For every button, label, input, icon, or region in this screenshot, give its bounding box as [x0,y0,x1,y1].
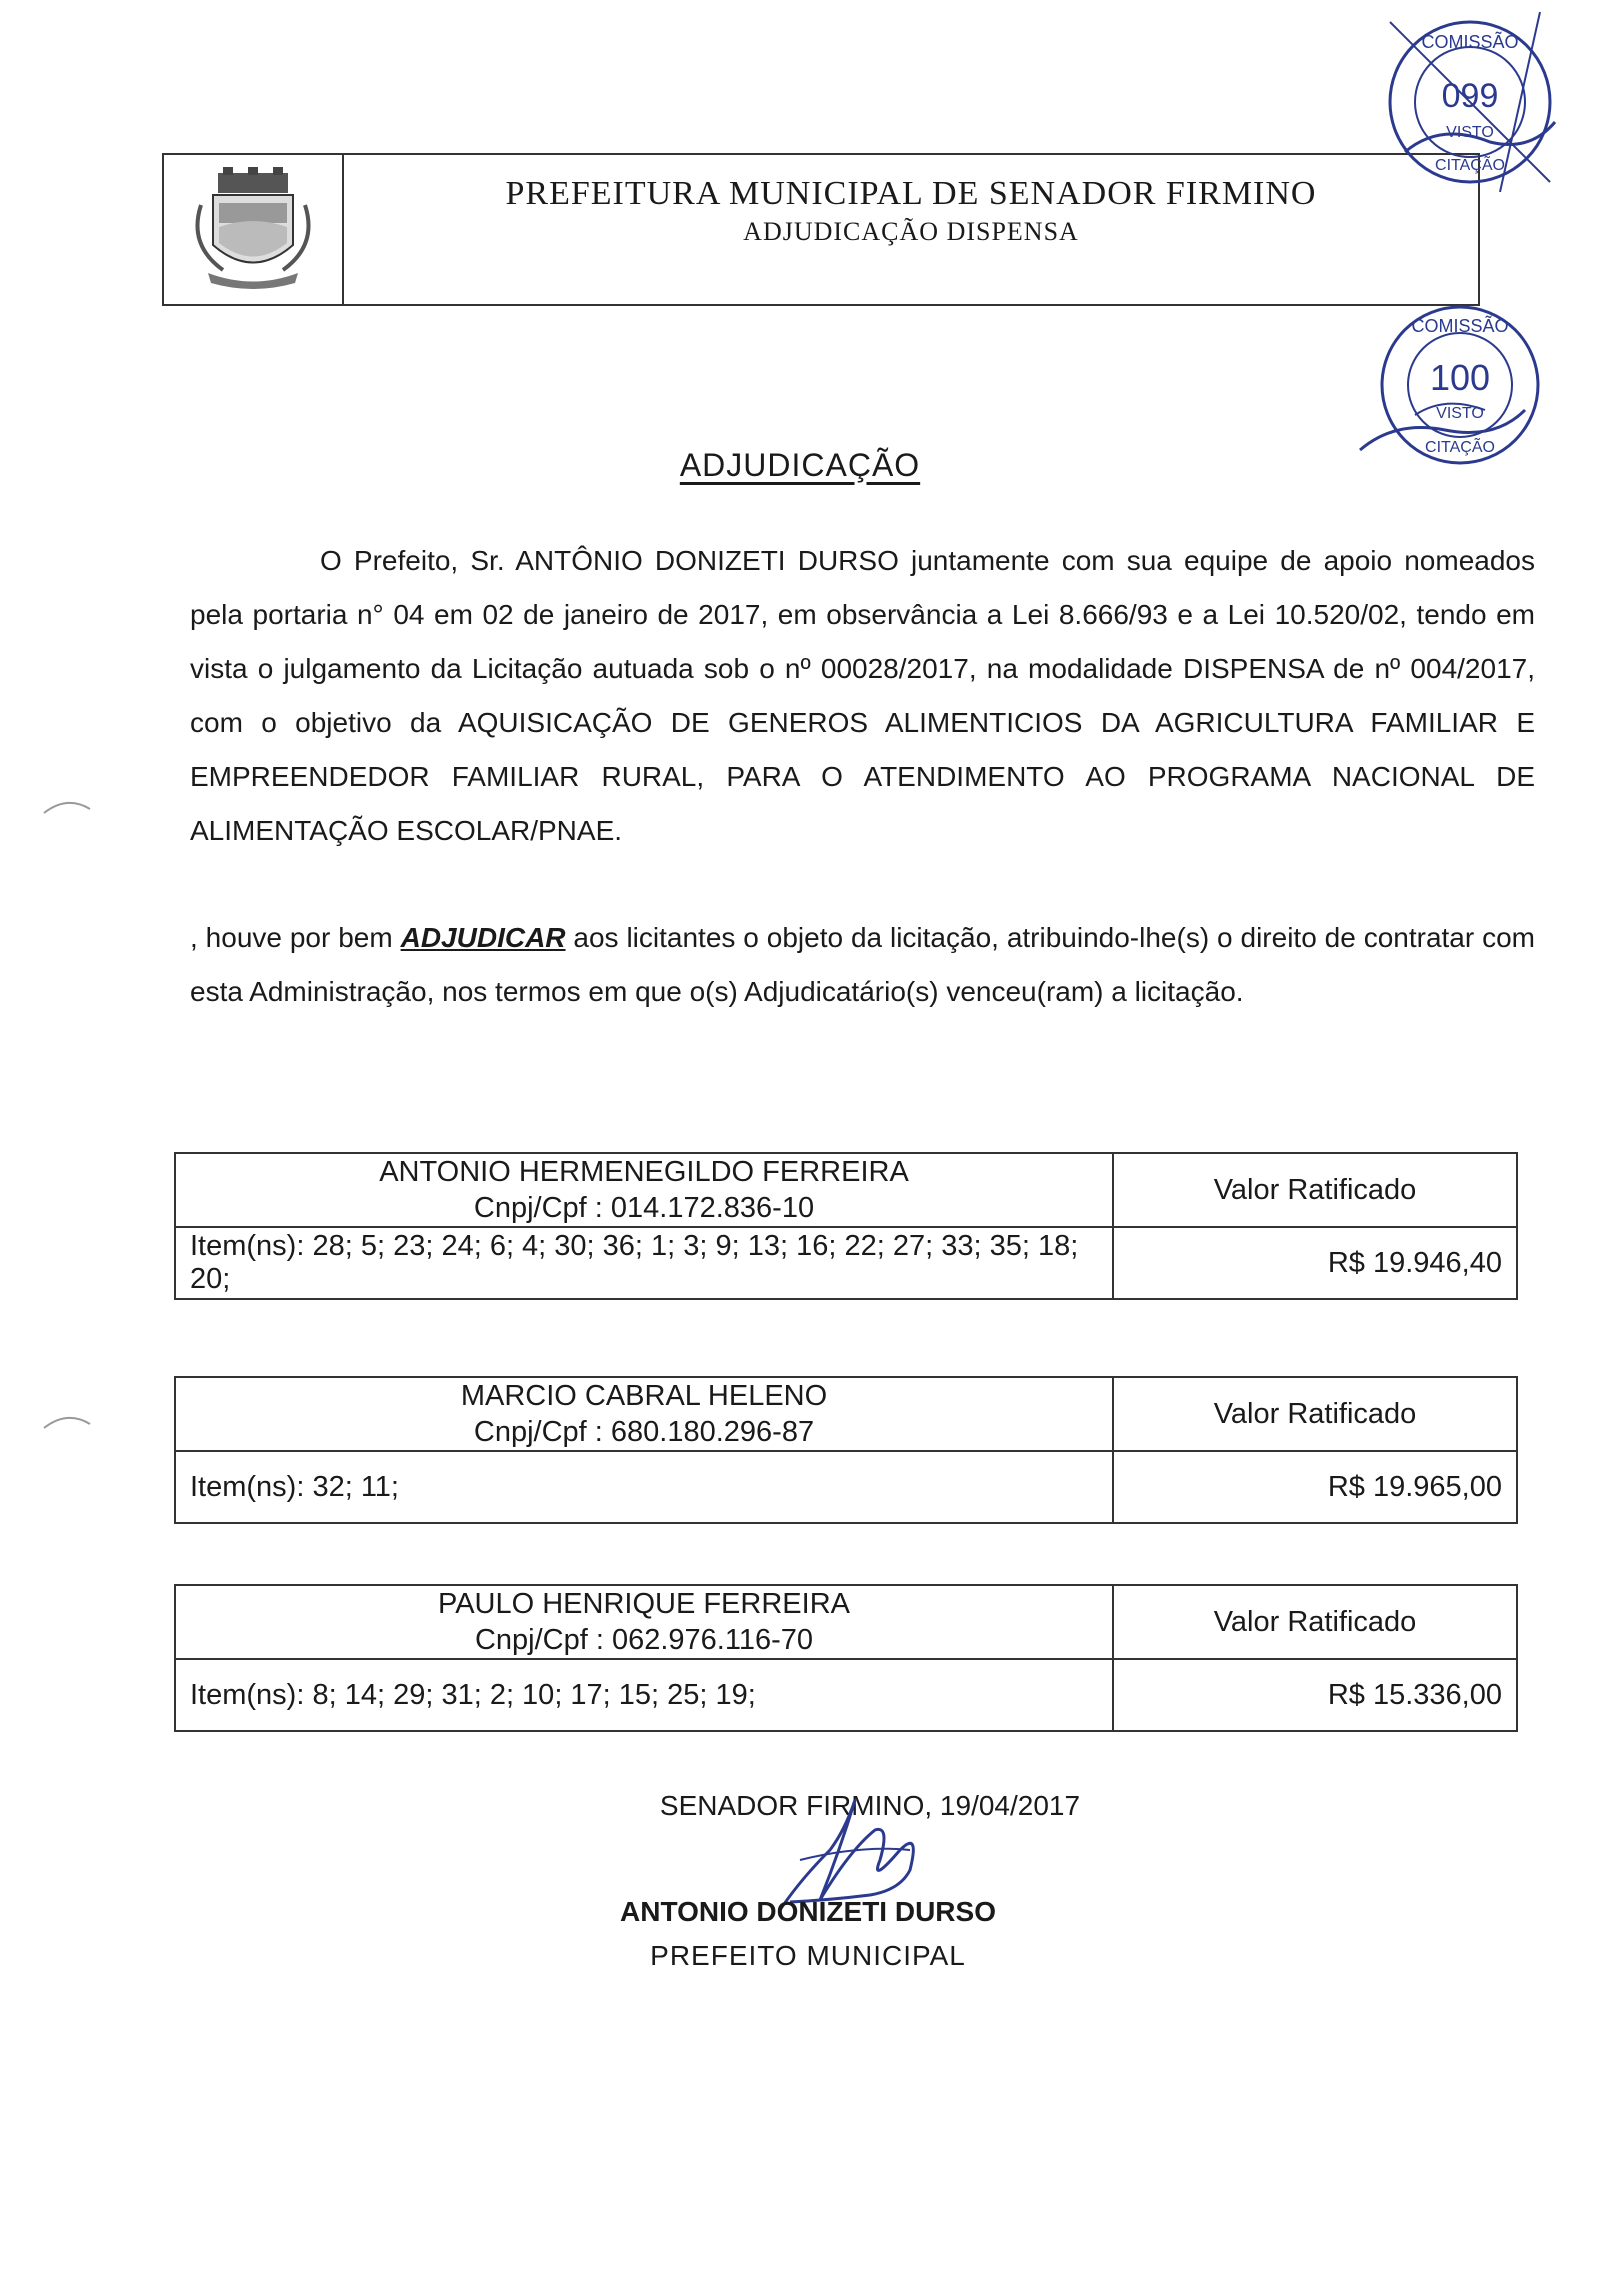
stamp-top-text: COMISSÃO [1421,32,1519,52]
winner-items: Item(ns): 28; 5; 23; 24; 6; 4; 30; 36; 1; 3; 9; 13; 16; 22; 27; 33; 35; 18; 20; [175,1227,1113,1299]
winner-value: R$ 19.965,00 [1113,1451,1517,1523]
document-type-subtitle: ADJUDICAÇÃO DISPENSA [743,217,1079,246]
commission-stamp-1 [1380,12,1560,197]
stamp-bottom-text: CITAÇÃO [1435,157,1505,174]
winner-identity [175,1377,1113,1451]
winner-value: R$ 15.336,00 [1113,1659,1517,1731]
winner-document: Cnpj/Cpf : 680.180.296-87 [473,1416,815,1448]
winner-table-2 [174,1376,1518,1524]
winner-table-1 [174,1152,1518,1300]
winner-items: Item(ns): 32; 11; [175,1451,1113,1523]
document-header [162,153,1480,306]
winner-document: Cnpj/Cpf : 062.976.116-70 [474,1624,814,1656]
municipality-title: PREFEITURA MUNICIPAL DE SENADOR FIRMINO [505,175,1317,212]
place-and-date: SENADOR FIRMINO, 19/04/2017 [659,1790,1081,1821]
winner-name: PAULO HENRIQUE FERREIRA [438,1588,850,1620]
signer-name: ANTONIO DONIZETI DURSO [620,1896,996,1927]
punch-hole-mark [42,795,92,820]
value-label: Valor Ratificado [1113,1377,1517,1451]
adjudication-paragraph: O Prefeito, Sr. ANTÔNIO DONIZETI DURSO juntamente com sua equipe de apoio nomeados pela portaria n° 04 em 02 de janeiro de 2017, em observância a Lei 8.666/93 e a Lei 10.520/02, tendo em vista o julgamento da Licitação autuada sob o nº 00028/2017, na modalidade DISPENSA de nº 004/2017, com o objetivo da AQUISICAÇÃO DE GENEROS ALIMENTICIOS DA AGRICULTURA FAMILIAR E EMPREENDEDOR FAMILIAR RURAL, PARA O ATENDIMENTO AO PROGRAMA NACIONAL DE ALIMENTAÇÃO ESCOLAR/PNAE. [190,545,1535,846]
winner-identity [175,1585,1113,1659]
document-heading: ADJUDICAÇÃO [679,447,921,483]
winner-identity [175,1153,1113,1227]
stamp-bottom-text: CITAÇÃO [1425,439,1495,456]
crest-icon [183,165,323,295]
winner-items: Item(ns): 8; 14; 29; 31; 2; 10; 17; 15; 25; 19; [175,1659,1113,1731]
winner-document: Cnpj/Cpf : 014.172.836-10 [473,1192,815,1224]
decision-text-before: , houve por bem [190,922,401,953]
winner-table-3 [174,1584,1518,1732]
winner-name: ANTONIO HERMENEGILDO FERREIRA [379,1156,909,1188]
value-label: Valor Ratificado [1113,1153,1517,1227]
stamp-seal-icon [1380,12,1560,192]
adjudication-decision-paragraph [190,911,1535,1019]
stamp-top-text: COMISSÃO [1411,316,1509,336]
adjudicar-emphasis: ADJUDICAR [400,922,566,953]
municipal-crest [164,155,344,304]
value-label: Valor Ratificado [1113,1585,1517,1659]
punch-hole-mark [42,1410,92,1435]
signer-role: PREFEITO MUNICIPAL [650,1940,966,1971]
stamp-mid-text: VISTO [1436,405,1484,422]
winner-value: R$ 19.946,40 [1113,1227,1517,1299]
stamp-number: 099 [1441,77,1499,115]
decision-text-after: aos licitantes o objeto da licitação, atribuindo-lhe(s) o direito de contratar com esta Administração, nos termos em que o(s) Adjudicatário(s) venceu(ram) a licitação. [190,922,1535,1007]
stamp-mid-text: VISTO [1446,124,1494,141]
stamp-number: 100 [1429,357,1491,398]
winner-name: MARCIO CABRAL HELENO [460,1380,828,1412]
